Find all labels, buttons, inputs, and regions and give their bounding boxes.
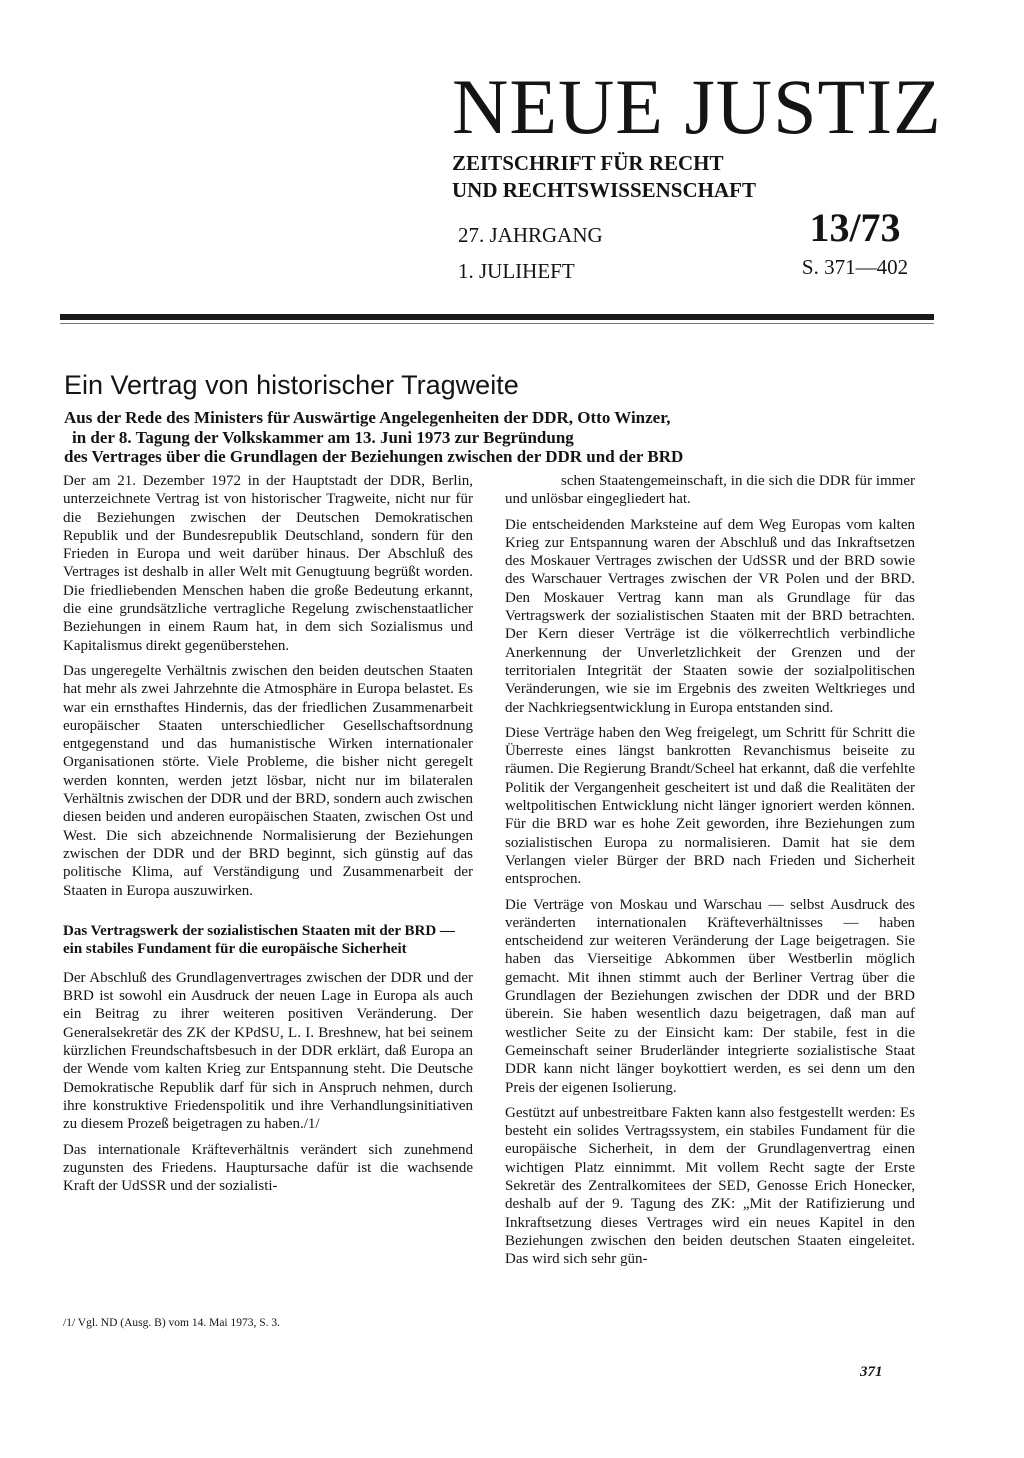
page-range: S. 371—402: [801, 255, 909, 279]
header-rule-thin: [60, 323, 934, 324]
paragraph: Die Verträge von Moskau und Warschau — selbst Ausdruck des veränderten internationalen Kräfteverhältnisses — haben entscheidend zur weiteren Veränderung der Lage beigetragen. Sie haben das Vierseitige Abkommen über Westberlin möglich gemacht. Mit ihnen stimmt auch der Berliner Vertrag über die Grundlagen der Beziehungen zwischen der DDR und der BRD überein. Sie haben wesentlich dazu beigetragen, daß man auf westlicher Seite zu der Einsicht kam: Der stabile, fest in die Gemeinschaft seiner Bruderländer integrierte sozialistische Staat DDR kann nicht länger boykottiert werden, es sei denn um den Preis der eigenen Isolierung.: [505, 896, 915, 1096]
section-heading: Das Vertragswerk der sozialistischen Staaten mit der BRD — ein stabiles Fundament für die europäische Sicherheit: [63, 922, 455, 958]
deck-line-2: in der 8. Tagung der Volkskammer am 13. Juni 1973 zur Begründung: [72, 427, 574, 447]
footnote: /1/ Vgl. ND (Ausg. B) vom 14. Mai 1973, S. 3.: [63, 1317, 281, 1329]
edition-label: 1. JULIHEFT: [458, 259, 575, 283]
text-column-right: [505, 472, 915, 1275]
paragraph: Das ungeregelte Verhältnis zwischen den beiden deutschen Staaten hat mehr als zwei Jahrzehnte die Atmosphäre in Europa belastet. Es war ein ernsthaftes Hindernis, das der friedlichen Zusammenarbeit europäischer Staaten unterschiedlicher Gesellschaftsordnung entgegenstand und das humanistische Wirken internationaler Organisationen störte. Viele Probleme, die bisher nicht geregelt werden konnten, werden jetzt lösbar, nicht nur im bilateralen Verhältnis zwischen der DDR und der BRD, sondern auch zwischen diesen beiden und anderen europäischen Staaten, zwischen Ost und West. Die sich abzeichnende Normalisierung der Beziehungen zwischen der DDR und der BRD beginnt, sich günstig auf das politische Klima, auf Verständigung und Zusammenarbeit der Staaten in Europa auszuwirken.: [63, 662, 473, 899]
deck-line-1: Aus der Rede des Ministers für Auswärtige Angelegenheiten der DDR, Otto Winzer,: [64, 408, 671, 427]
paragraph: Diese Verträge haben den Weg freigelegt, um Schritt für Schritt die Überreste eines längst bankrotten Revanchismus beiseite zu räumen. Die Regierung Brandt/Scheel hat erkannt, daß die verfehlte Politik der Vergangenheit gescheitert ist und daß die Realitäten der weltpolitischen Entwicklung nicht länger ignoriert werden können. Für die BRD war es hohe Zeit geworden, ihre Beziehungen zum sozialistischen Europa zu normalisieren. Damit hat sie dem Verlangen vieler Bürger der BRD nach Frieden und Sicherheit entsprochen.: [505, 724, 915, 888]
paragraph: Das internationale Kräfteverhältnis verändert sich zunehmend zugunsten des Friedens. Hauptursache dafür ist die wachsende Kraft der UdSSR und der sozialisti-: [63, 1141, 473, 1195]
paragraph: Der am 21. Dezember 1972 in der Hauptstadt der DDR, Berlin, unterzeichnete Vertrag ist von historischer Tragweite, nicht nur für die Beziehungen zwischen der Deutschen Demokratischen Republik und der Bundesrepublik Deutschland, sondern für den Frieden in Europa und weit darüber hinaus. Der Abschluß des Vertrages ist deshalb in aller Welt mit Genugtuung begrüßt worden. Die friedliebenden Menschen haben die große Bedeutung erkannt, die eine grundsätzliche vertragliche Regelung zwischenstaatlicher Beziehungen in einem Raum hat, in dem sich Sozialismus und Kapitalismus direkt gegenüberstehen.: [63, 473, 473, 654]
volume-label: 27. JAHRGANG: [458, 223, 603, 247]
issue-info: [458, 217, 603, 289]
issue-number-block: [790, 206, 920, 284]
text-column-left: [63, 472, 473, 1202]
subtitle-line-2: UND RECHTSWISSENSCHAFT: [452, 178, 756, 202]
page-number: 371: [860, 1364, 883, 1380]
deck-line-3: des Vertrages über die Grundlagen der Beziehungen zwischen der DDR und der BRD: [64, 447, 684, 466]
issue-number: 13/73: [809, 205, 901, 250]
masthead: [452, 63, 942, 204]
article-deck: [64, 408, 784, 467]
paragraph: schen Staatengemeinschaft, in die sich die DDR für immer und unlösbar eingegliedert hat.: [505, 473, 915, 508]
paragraph: Der Abschluß des Grundlagenvertrages zwischen der DDR und der BRD ist sowohl ein Ausdruck der neuen Lage in Europa als auch ein Beitrag zu ihrer weiteren positiven Veränderung. Der Generalsekretär des ZK der KPdSU, L. I. Breshnew, hat bei seinem kürzlichen Freundschaftsbesuch in der DDR erklärt, daß Europa an der Wende vom kalten Krieg zur Entspannung steht. Die Deutsche Demokratische Republik darf für sich in Anspruch nehmen, durch ihre konstruktive Friedenspolitik und ihre Verhandlungsinitiativen zu diesem Prozeß beigetragen zu haben./1/: [63, 969, 473, 1133]
journal-subtitle: [452, 150, 922, 204]
header-rule: [60, 314, 934, 320]
subtitle-line-1: ZEITSCHRIFT FÜR RECHT: [452, 151, 724, 175]
paragraph: Die entscheidenden Marksteine auf dem Weg Europas vom kalten Krieg zur Entspannung waren der Abschluß und das Inkraftsetzen des Moskauer Vertrages zwischen der UdSSR und der BRD sowie des Warschauer Vertrages zwischen der VR Polen und der BRD. Den Moskauer Vertrag kann man als Grundlage für das Vertragswerk der sozialistischen Staaten mit der BRD betrachten. Der Kern dieser Verträge ist die völkerrechtlich verbindliche Anerkennung der Unverletzlichkeit der Grenzen und der territorialen Integrität der Staaten sowie der sozialpolitischen Veränderungen, wie sie im Ergebnis des zweiten Weltkrieges und der Nachkriegsentwicklung in Europa entstanden sind.: [505, 516, 915, 716]
paragraph: Gestützt auf unbestreitbare Fakten kann also festgestellt werden: Es besteht ein solides Vertragssystem, ein stabiles Fundament für die europäische Sicherheit, in dem der Grundlagenvertrag einen wichtigen Platz einnimmt. Mit vollem Recht sagte der Erste Sekretär des Zentralkomitees der SED, Genosse Erich Honecker, deshalb auf der 9. Tagung des ZK: „Mit der Ratifizierung und Inkraftsetzung dieses Vertrages wird ein neues Kapitel in den Beziehungen zwischen den beiden deutschen Staaten eingeleitet. Das wird sich sehr gün-: [505, 1104, 915, 1268]
journal-title: NEUE JUSTIZ: [452, 63, 942, 150]
article-title: Ein Vertrag von historischer Tragweite: [64, 370, 519, 400]
